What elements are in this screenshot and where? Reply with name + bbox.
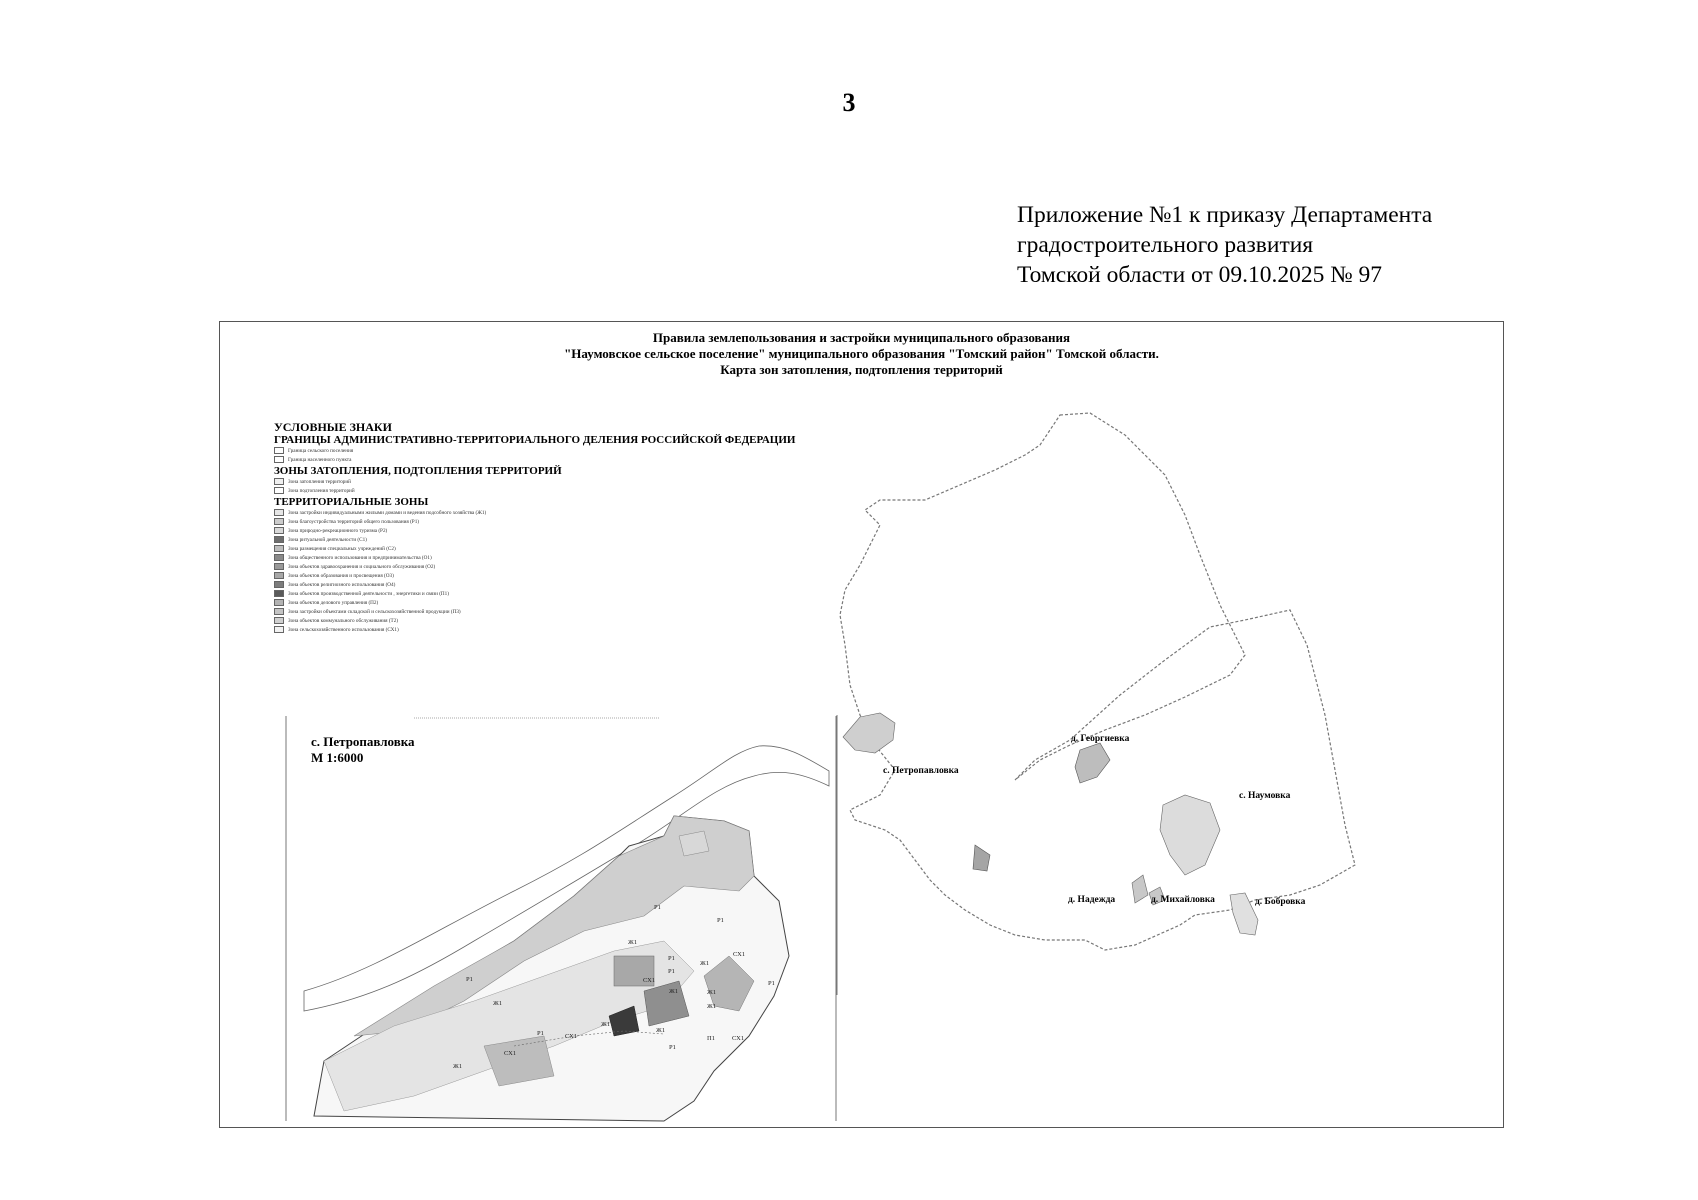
inset-zone-label: Ж1 — [601, 1021, 611, 1028]
inset-map-petropavlovka — [284, 716, 844, 1132]
legend-swatch — [274, 536, 284, 543]
legend-item-label: Зона природно-рекреационного туризма (Р2) — [288, 527, 388, 534]
legend-item — [274, 598, 734, 607]
settlement-label-bobrovka: д. Бобровка — [1255, 897, 1306, 907]
appendix-line-2: градостроительного развития — [1017, 232, 1314, 258]
inset-zone-label: Р1 — [654, 904, 661, 911]
legend-item — [274, 477, 734, 486]
inset-zone-label: СХ1 — [565, 1033, 578, 1040]
legend-item-label: Зона застройки индивидуальными жилыми домами и ведения подсобного хозяйства (Ж1) — [288, 509, 487, 516]
legend-item-label: Зона объектов коммунального обслуживания (Т2) — [288, 617, 399, 624]
legend-swatch — [274, 563, 284, 570]
settlement-label-petropavlovka: с. Петропавловка — [883, 766, 959, 776]
legend-item-label: Граница населенного пункта — [288, 456, 352, 463]
legend-zones-list — [274, 508, 734, 634]
appendix-line-3: Томской области от 09.10.2025 № 97 — [1017, 262, 1383, 288]
legend-item-label: Зона объектов делового управления (П2) — [288, 599, 379, 606]
inset-zone-label: Р1 — [668, 968, 675, 975]
legend-item — [274, 580, 734, 589]
legend-title: УСЛОВНЫЕ ЗНАКИ — [274, 420, 392, 434]
inset-title-line-1: с. Петропавловка — [311, 734, 415, 749]
legend-item-label: Зона объектов здравоохранения и социального обслуживания (О2) — [288, 563, 436, 570]
map-title-line-3: Карта зон затопления, подтопления территорий — [720, 362, 1003, 377]
settlement-label-georgievka: д. Георгиевка — [1071, 734, 1130, 744]
legend-item — [274, 616, 734, 625]
inset-zone-label: СХ1 — [733, 951, 746, 958]
legend-item — [274, 535, 734, 544]
inset-zone-label: Ж1 — [700, 960, 710, 967]
legend-item — [274, 571, 734, 580]
legend-swatch — [274, 554, 284, 561]
legend-swatch — [274, 478, 284, 485]
legend-swatch — [274, 527, 284, 534]
legend-item — [274, 562, 734, 571]
legend-swatch — [274, 447, 284, 454]
legend-item-label: Зона подтопления территорий — [288, 487, 355, 494]
inset-zone-label: СХ1 — [504, 1050, 517, 1057]
legend-item — [274, 486, 734, 495]
legend-swatch — [274, 545, 284, 552]
legend-flood-list — [274, 477, 734, 495]
legend-item — [274, 508, 734, 517]
legend-item — [274, 625, 734, 634]
legend-swatch — [274, 626, 284, 633]
legend-item-label: Зона ритуальной деятельности (С1) — [288, 536, 367, 543]
inset-zone-label: Р1 — [768, 980, 775, 987]
map-legend — [274, 420, 796, 634]
legend-swatch — [274, 509, 284, 516]
inset-zone-label: Ж1 — [707, 989, 717, 996]
legend-item-label: Зона объектов религиозного использования (О4) — [288, 581, 396, 588]
legend-item-label: Зона затопления территорий — [288, 478, 351, 485]
inset-title — [311, 734, 415, 766]
inset-zone-label: Р1 — [669, 1044, 676, 1051]
legend-item — [274, 607, 734, 616]
inset-zone-label: Р1 — [466, 976, 473, 983]
map-title — [219, 330, 1504, 378]
legend-swatch — [274, 608, 284, 615]
legend-item — [274, 455, 734, 464]
inset-zone-label: Ж1 — [453, 1063, 463, 1070]
legend-item-label: Зона сельскохозяйственного использования (СХ1) — [288, 626, 399, 633]
legend-item-label: Граница сельского поселения — [288, 447, 354, 454]
settlement-label-nadezhda: д. Надежда — [1068, 895, 1116, 905]
inset-zone-label: Р1 — [668, 955, 675, 962]
legend-item-label: Зона размещения специальных учреждений (С2) — [288, 545, 396, 552]
inset-zone-label: Ж1 — [656, 1027, 666, 1034]
legend-swatch — [274, 487, 284, 494]
legend-item — [274, 544, 734, 553]
legend-swatch — [274, 518, 284, 525]
legend-item — [274, 517, 734, 526]
legend-swatch — [274, 581, 284, 588]
legend-swatch — [274, 590, 284, 597]
appendix-note — [1017, 200, 1432, 290]
inset-zone-label: СХ1 — [643, 977, 656, 984]
legend-item-label: Зона объектов образования и просвещения (О3) — [288, 572, 394, 579]
settlement-label-mikhaylovka: д. Михайловка — [1151, 895, 1215, 905]
legend-swatch — [274, 572, 284, 579]
legend-item — [274, 553, 734, 562]
inset-zone-label: СХ1 — [732, 1035, 745, 1042]
legend-boundaries-list — [274, 446, 734, 464]
appendix-line-1: Приложение №1 к приказу Департамента — [1017, 202, 1433, 228]
legend-item — [274, 446, 734, 455]
inset-title-line-2: М 1:6000 — [311, 750, 364, 765]
legend-section-zones: ТЕРРИТОРИАЛЬНЫЕ ЗОНЫ — [274, 496, 429, 508]
inset-zone-label: Ж1 — [493, 1000, 503, 1007]
inset-zone-label: Ж1 — [707, 1003, 717, 1010]
inset-zone-label: Ж1 — [628, 939, 638, 946]
legend-item-label: Зона застройки объектами складской и сельскохозяйственной продукции (П3) — [288, 608, 461, 615]
legend-section-flood: ЗОНЫ ЗАТОПЛЕНИЯ, ПОДТОПЛЕНИЯ ТЕРРИТОРИЙ — [274, 465, 562, 477]
legend-item-label: Зона общественного использования и предпринимательства (О1) — [288, 554, 432, 561]
legend-swatch — [274, 599, 284, 606]
legend-swatch — [274, 456, 284, 463]
inset-zone-label: П1 — [707, 1035, 715, 1042]
inset-zone-label: Р1 — [717, 917, 724, 924]
page-number: 3 — [842, 88, 856, 117]
map-title-line-2: "Наумовское сельское поселение" муниципального образования "Томский район" Томской области. — [564, 346, 1159, 361]
inset-zone-label: Ж1 — [669, 988, 679, 995]
settlement-label-naumovka: с. Наумовка — [1239, 791, 1291, 801]
legend-item — [274, 589, 734, 598]
map-title-line-1: Правила землепользования и застройки муниципального образования — [652, 330, 1071, 345]
legend-item-label: Зона объектов производственной деятельности , энергетики и связи (П1) — [288, 590, 449, 597]
legend-section-boundaries: ГРАНИЦЫ АДМИНИСТРАТИВНО-ТЕРРИТОРИАЛЬНОГО ДЕЛЕНИЯ РОССИЙСКОЙ ФЕДЕРАЦИИ — [274, 434, 796, 446]
legend-item-label: Зона благоустройства территорий общего пользования (Р1) — [288, 518, 420, 525]
inset-zone-label: Р1 — [537, 1030, 544, 1037]
legend-item — [274, 526, 734, 535]
legend-swatch — [274, 617, 284, 624]
settlement-boundary-main — [840, 413, 1355, 950]
